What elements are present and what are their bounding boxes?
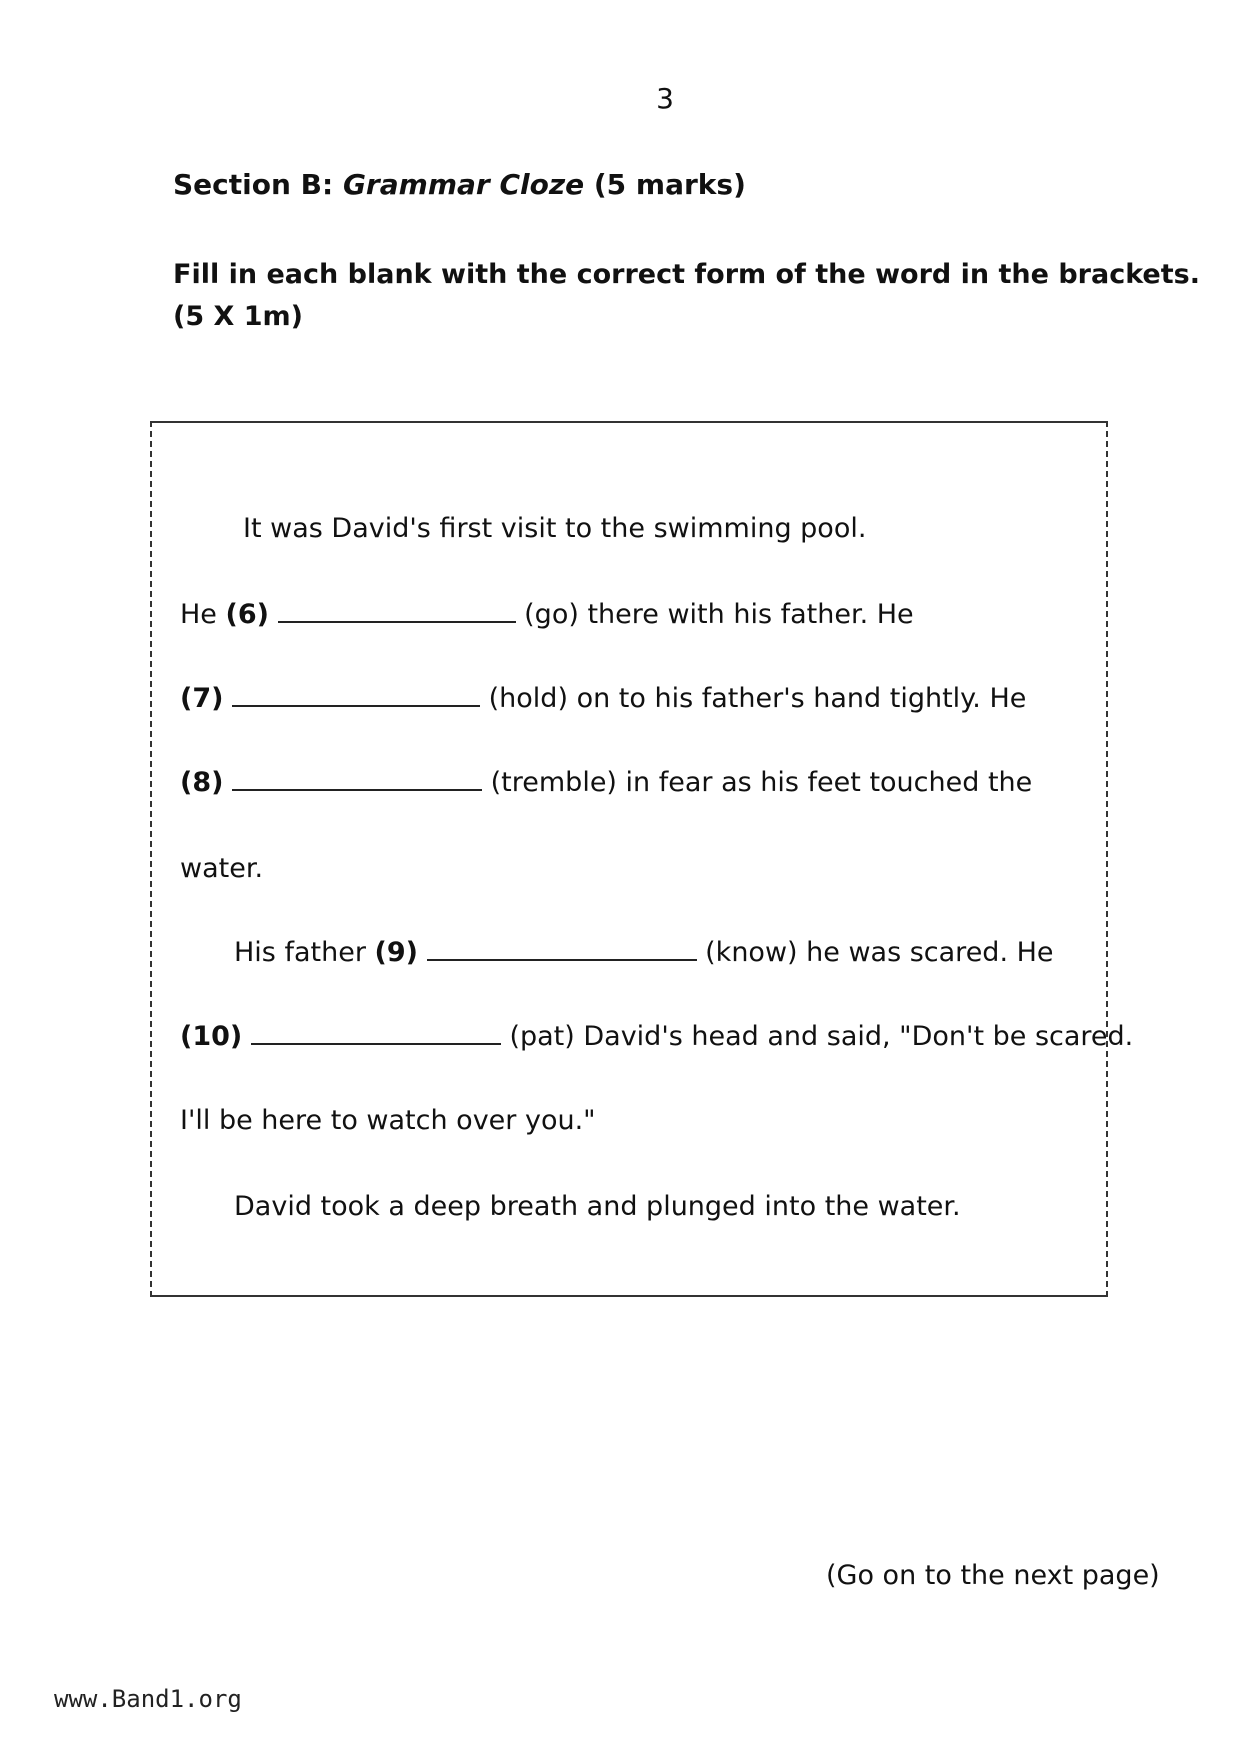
- text-his-father: His father: [234, 937, 375, 968]
- instructions: [173, 254, 1200, 338]
- passage-line-5: water.: [180, 853, 264, 884]
- passage-line-6-rest: (know) he was scared. He: [696, 937, 1054, 968]
- blank-7[interactable]: [232, 683, 480, 707]
- go-on-next-page: (Go on to the next page): [826, 1560, 1160, 1591]
- question-number-6: (6): [225, 599, 269, 630]
- passage-line-4-rest: (tremble) in fear as his feet touched the: [482, 767, 1033, 798]
- question-number-8: (8): [180, 767, 224, 798]
- passage-line-2-rest: (go) there with his father. He: [515, 599, 914, 630]
- question-number-7: (7): [180, 683, 224, 714]
- passage-line-2: [180, 597, 914, 633]
- blank-9[interactable]: [427, 937, 697, 961]
- passage-line-4: [180, 765, 1032, 801]
- section-title: [173, 168, 746, 201]
- section-title-italic: Grammar Cloze: [342, 168, 585, 201]
- blank-6[interactable]: [278, 599, 516, 623]
- passage-line-8: I'll be here to watch over you.": [180, 1105, 596, 1136]
- text-he: He: [180, 599, 226, 630]
- passage-line-7: [180, 1019, 1133, 1055]
- section-title-prefix: Section B:: [173, 168, 343, 201]
- instruction-line-2: (5 X 1m): [173, 301, 304, 332]
- question-number-10: (10): [180, 1021, 243, 1052]
- passage-line-1: It was David's first visit to the swimming pool.: [243, 513, 867, 544]
- blank-8[interactable]: [232, 767, 482, 791]
- passage-box: [150, 421, 1108, 1297]
- question-number-9: (9): [374, 937, 418, 968]
- page-number: 3: [656, 82, 674, 115]
- instruction-line-1: Fill in each blank with the correct form of the word in the brackets.: [173, 259, 1200, 290]
- passage-line-9: David took a deep breath and plunged into the water.: [234, 1191, 961, 1222]
- passage-line-6: [234, 935, 1054, 971]
- passage-line-3-rest: (hold) on to his father's hand tightly. He: [480, 683, 1027, 714]
- watermark: www.Band1.org: [54, 1685, 242, 1713]
- section-title-suffix: (5 marks): [584, 168, 746, 201]
- passage-line-3: [180, 681, 1026, 717]
- blank-10[interactable]: [251, 1021, 501, 1045]
- passage-line-7-rest: (pat) David's head and said, "Don't be scared.: [500, 1021, 1134, 1052]
